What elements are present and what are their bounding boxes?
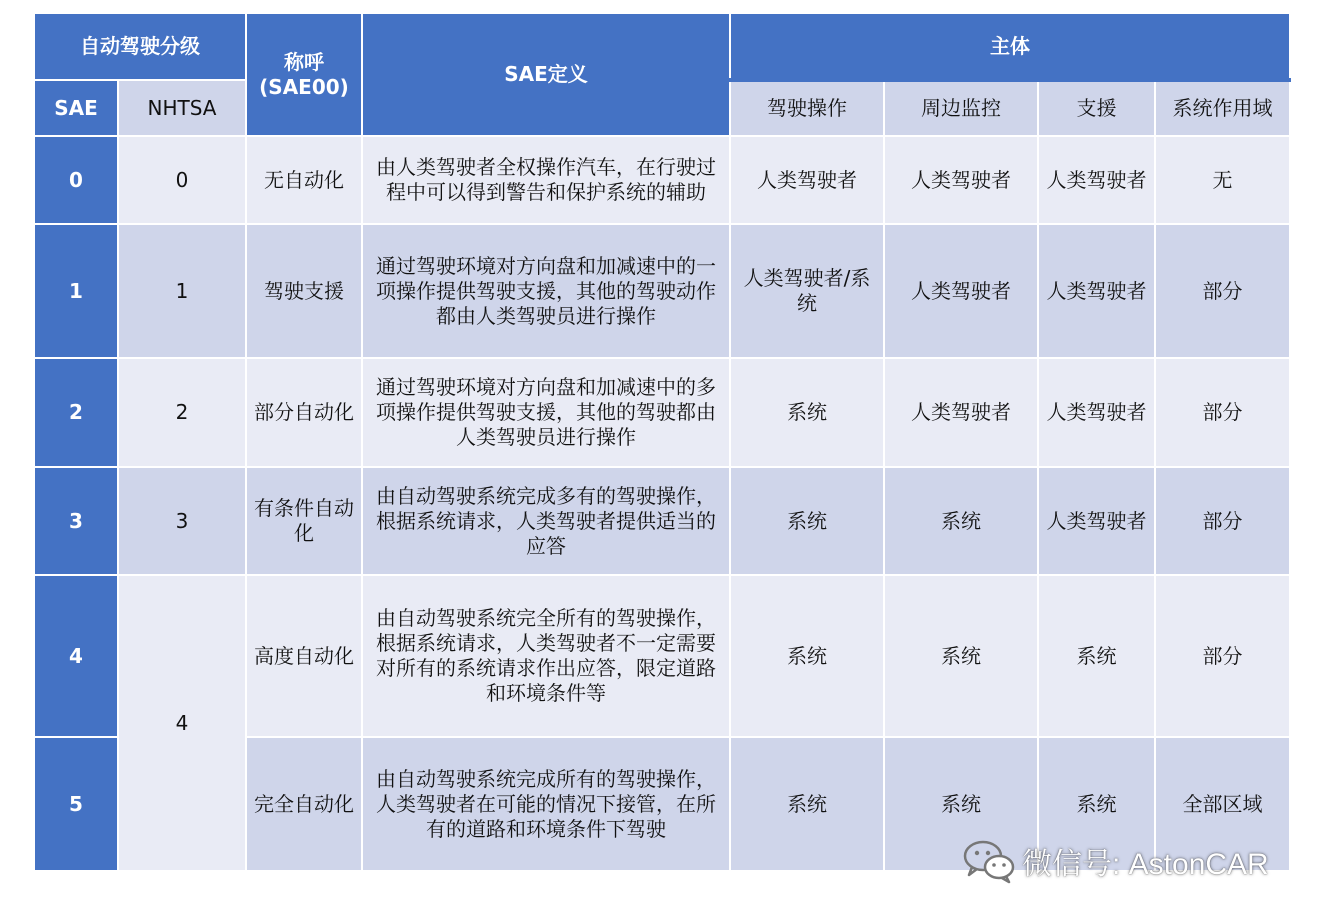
domain-cell: 部分	[1155, 358, 1290, 467]
wechat-icon	[962, 838, 1016, 884]
support-cell: 人类驾驶者	[1038, 467, 1155, 575]
driving-cell: 人类驾驶者	[730, 136, 884, 224]
definition-cell: 由自动驾驶系统完成多有的驾驶操作，根据系统请求，人类驾驶者提供适当的应答	[362, 467, 730, 575]
support-cell: 人类驾驶者	[1038, 358, 1155, 467]
table-row	[34, 224, 1290, 358]
support-cell: 系统	[1038, 737, 1155, 871]
header-sae: SAE	[34, 80, 118, 136]
watermark	[962, 838, 1269, 884]
sae-level-cell: 5	[34, 737, 118, 871]
driving-cell: 系统	[730, 575, 884, 737]
definition-cell: 由人类驾驶者全权操作汽车，在行驶过程中可以得到警告和保护系统的辅助	[362, 136, 730, 224]
nhtsa-level-cell: 4	[118, 575, 246, 871]
sae-level-cell: 1	[34, 224, 118, 358]
definition-cell: 通过驾驶环境对方向盘和加减速中的多项操作提供驾驶支援，其他的驾驶都由人类驾驶员进行操作	[362, 358, 730, 467]
monitoring-cell: 系统	[884, 467, 1038, 575]
nhtsa-level-cell: 3	[118, 467, 246, 575]
monitoring-cell: 人类驾驶者	[884, 136, 1038, 224]
nhtsa-level-cell: 2	[118, 358, 246, 467]
header-subject: 主体	[730, 13, 1290, 80]
support-cell: 人类驾驶者	[1038, 136, 1155, 224]
header-definition: SAE定义	[362, 13, 730, 136]
header-nhtsa: NHTSA	[118, 80, 246, 136]
support-cell: 人类驾驶者	[1038, 224, 1155, 358]
monitoring-cell: 人类驾驶者	[884, 224, 1038, 358]
header-domain: 系统作用域	[1155, 80, 1290, 136]
definition-cell: 由自动驾驶系统完成所有的驾驶操作，人类驾驶者在可能的情况下接管，在所有的道路和环境条件下驾驶	[362, 737, 730, 871]
header-title	[246, 13, 362, 136]
title-cell: 完全自动化	[246, 737, 362, 871]
driving-cell: 系统	[730, 467, 884, 575]
domain-cell: 全部区域	[1155, 737, 1290, 871]
monitoring-cell: 人类驾驶者	[884, 358, 1038, 467]
nhtsa-level-cell: 1	[118, 224, 246, 358]
driving-cell: 系统	[730, 358, 884, 467]
header-level-group: 自动驾驶分级	[34, 13, 246, 80]
definition-cell: 由自动驾驶系统完全所有的驾驶操作，根据系统请求，人类驾驶者不一定需要对所有的系统请求作出应答，限定道路和环境条件等	[362, 575, 730, 737]
sae-level-cell: 0	[34, 136, 118, 224]
header-title-sub: (SAE00)	[259, 74, 349, 99]
table-row	[34, 467, 1290, 575]
support-cell: 系统	[1038, 575, 1155, 737]
table-row	[34, 575, 1290, 737]
monitoring-cell: 系统	[884, 575, 1038, 737]
definition-cell: 通过驾驶环境对方向盘和加减速中的一项操作提供驾驶支援，其他的驾驶动作都由人类驾驶员进行操作	[362, 224, 730, 358]
domain-cell: 部分	[1155, 575, 1290, 737]
header-title-label: 称呼	[284, 49, 324, 74]
title-cell: 驾驶支援	[246, 224, 362, 358]
title-cell: 有条件自动化	[246, 467, 362, 575]
table-row	[34, 136, 1290, 224]
table-row	[34, 358, 1290, 467]
driving-cell: 系统	[730, 737, 884, 871]
watermark-text: 微信号: AstonCAR	[1022, 848, 1269, 881]
title-cell: 部分自动化	[246, 358, 362, 467]
domain-cell: 无	[1155, 136, 1290, 224]
sae-level-cell: 3	[34, 467, 118, 575]
title-cell: 高度自动化	[246, 575, 362, 737]
domain-cell: 部分	[1155, 224, 1290, 358]
header-monitoring: 周边监控	[884, 80, 1038, 136]
sae-level-cell: 2	[34, 358, 118, 467]
sae-level-cell: 4	[34, 575, 118, 737]
title-cell: 无自动化	[246, 136, 362, 224]
driving-cell: 人类驾驶者/系统	[730, 224, 884, 358]
nhtsa-level-cell: 0	[118, 136, 246, 224]
header-driving: 驾驶操作	[730, 80, 884, 136]
monitoring-cell: 系统	[884, 737, 1038, 871]
header-support: 支援	[1038, 80, 1155, 136]
domain-cell: 部分	[1155, 467, 1290, 575]
sae-levels-table	[33, 12, 1291, 872]
